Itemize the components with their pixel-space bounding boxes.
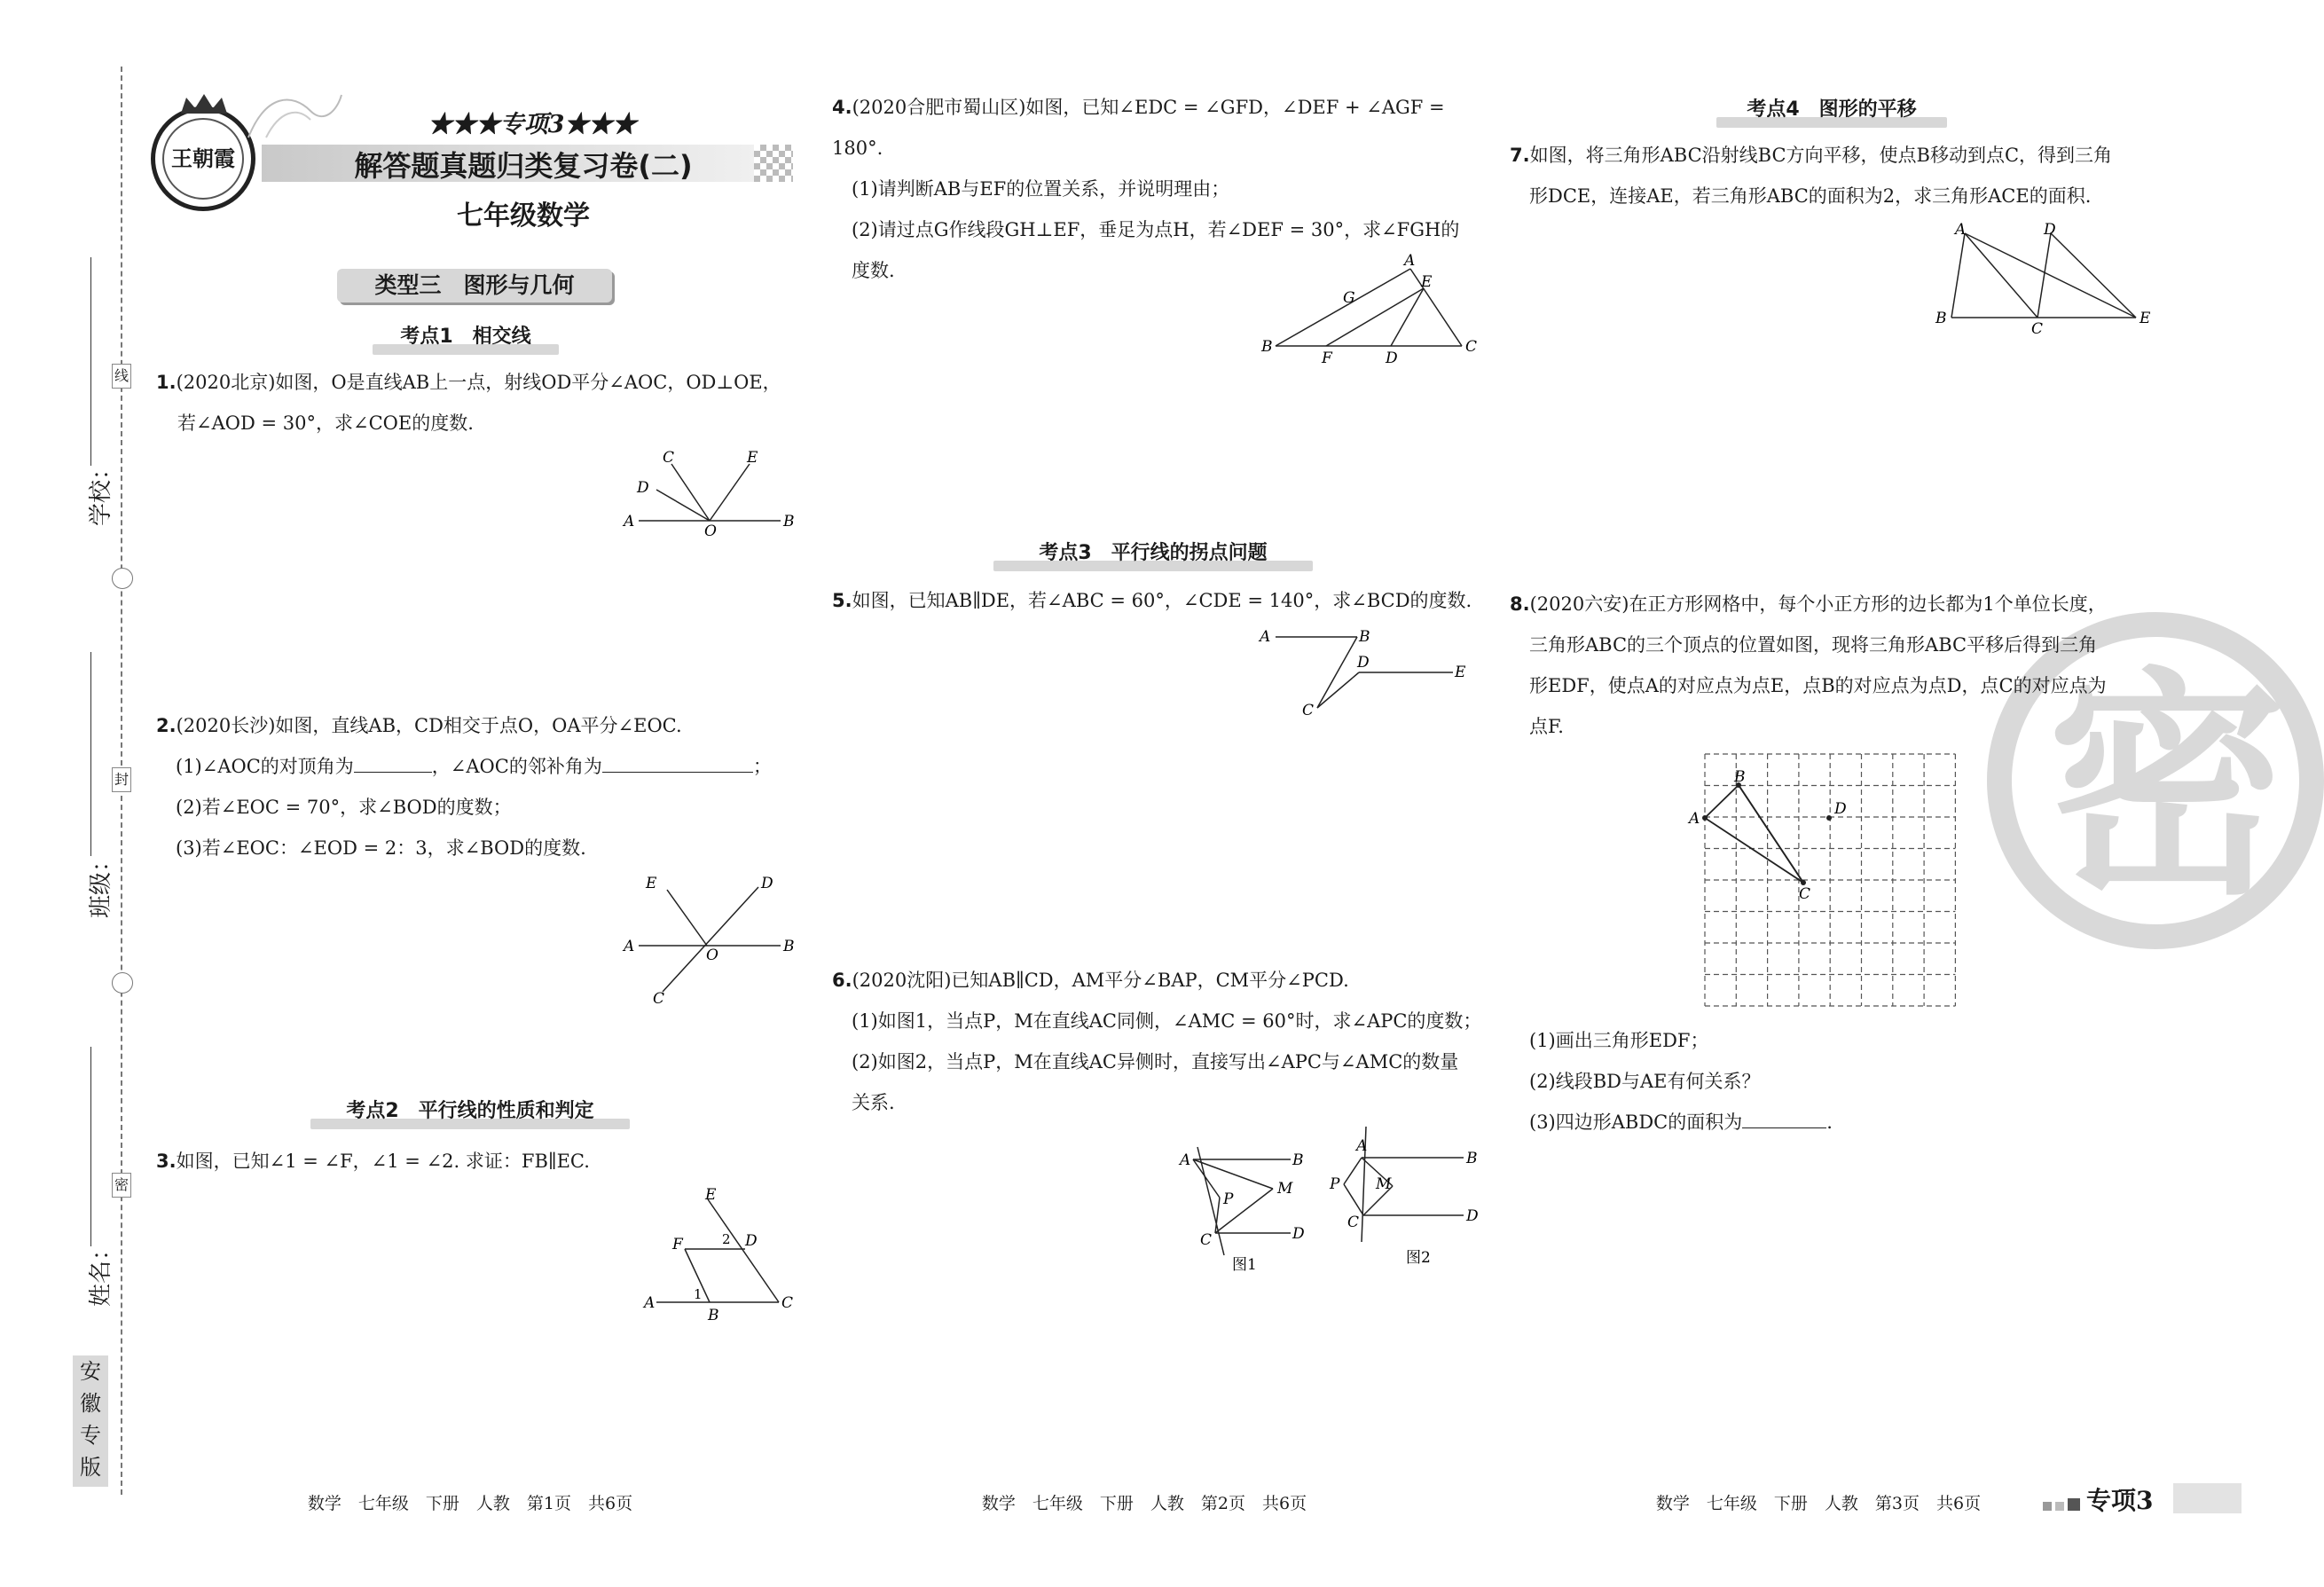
section-heading-text: 考点1 相交线 [400,326,531,348]
q6b-label: D [1466,1207,1479,1225]
question-text: (2020六安)在正方形网格中，每个小正方形的边长都为1个单位长度， [1529,593,2107,615]
section-heading-text: 考点2 平行线的性质和判定 [346,1100,594,1122]
question-8-parts [1510,1020,2193,1143]
edition-char: 专 [80,1423,101,1448]
question-text: (2020沈阳)已知AB∥CD，AM平分∠BAP，CM平分∠PCD. [852,970,1349,991]
type-heading-text: 类型三 图形与几何 [374,272,575,298]
question-part [156,746,804,787]
question-text: 若∠AOD = 30°，求∠COE的度数. [177,412,474,434]
q3-figure [639,1186,798,1324]
section-heading-4 [1716,94,1947,128]
question-number: 4. [832,97,852,118]
name-field-line[interactable] [90,1047,91,1246]
question-2 [156,705,804,868]
q6b-label: C [1347,1214,1360,1231]
q4-label: C [1465,338,1478,356]
q4-label: E [1421,273,1433,291]
q3-label: B [708,1307,719,1324]
section-heading-text: 考点3 平行线的拐点问题 [1039,542,1268,564]
answer-blank[interactable] [1742,1110,1826,1128]
margin-char-secret: 密 [112,1173,131,1198]
q6-fig2-caption: 图2 [1406,1249,1431,1267]
question-number: 3. [156,1151,177,1172]
section-heading-1 [373,321,559,355]
q7-figure [1925,220,2155,344]
answer-blank[interactable] [354,754,432,773]
q5-label: A [1260,628,1271,646]
question-number: 7. [1510,145,1530,166]
question-text: (2020长沙)如图，直线AB，CD相交于点O，OA平分∠EOC. [176,715,682,736]
q3-label: D [745,1232,758,1250]
q3-label: A [644,1294,656,1312]
question-part: 关系. [852,1092,895,1113]
question-text: ； [752,756,772,777]
question-text: (3)四边形ABDC的面积为 [1529,1112,1743,1133]
q5-label: E [1455,664,1466,681]
question-text: 三角形ABC的三个顶点的位置如图，现将三角形ABC平移后得到三角 [1529,634,2098,656]
q4-label: F [1322,350,1332,367]
question-part: (1)请判断AB与EF的位置关系，并说明理由； [852,178,1230,200]
q2-figure [621,872,798,1008]
question-part: 度数. [852,260,895,281]
footer-page-3: 数学 七年级 下册 人教 第3页 共6页 [1655,1494,1982,1513]
q4-label: D [1386,350,1398,367]
q5-figure [1251,621,1472,723]
margin-ornament-1 [112,568,133,589]
question-text: 如图，已知∠1 = ∠F，∠1 = ∠2. 求证：FB∥EC. [176,1151,590,1172]
q7-label: A [1955,221,1967,239]
question-1 [156,362,804,444]
name-label: 姓名： [88,1237,114,1307]
question-text: 形DCE，连接AE，若三角形ABC的面积为2，求三角形ACE的面积. [1529,185,2092,207]
q2-label: B [783,938,795,955]
question-part: (1)画出三角形EDF； [1529,1030,1709,1051]
section-heading-3 [993,538,1313,571]
q5-label: B [1359,628,1370,646]
q8-label: C [1799,885,1811,903]
q6b-label: A [1356,1137,1368,1155]
question-text: 如图，已知AB∥DE，若∠ABC = 60°，∠CDE = 140°，求∠BCD的度数. [852,590,1472,611]
q6a-label: A [1180,1151,1191,1169]
q5-label: C [1302,702,1315,719]
q5-label: D [1357,654,1370,672]
question-text: (1)∠AOC的对顶角为 [176,756,354,777]
q6a-label: P [1223,1190,1234,1208]
school-field-line[interactable] [90,257,91,466]
margin-ornament-2 [112,972,133,994]
question-8 [1510,584,2193,747]
question-part: (2)若∠EOC = 70°，求∠BOD的度数； [176,797,512,818]
question-text: (2020合肥市蜀山区)如图，已知∠EDC = ∠GFD，∠DEF + ∠AGF = 180°. [832,97,1445,159]
question-3 [156,1141,804,1182]
q6a-label: B [1292,1151,1304,1169]
type-heading [337,269,612,302]
class-label: 班级： [88,848,114,918]
question-part: (2)请过点G作线段GH⊥EF，垂足为点H，若∠DEF = 30°，求∠FGH的 [852,219,1460,240]
question-text: (2020北京)如图，O是直线AB上一点，射线OD平分∠AOC，OD⊥OE， [176,372,781,393]
footer-dots [2043,1497,2080,1514]
q3-label: 2 [722,1231,731,1247]
footer-page-1: 数学 七年级 下册 人教 第1页 共6页 [307,1494,633,1513]
logo-crown-icon [177,92,231,115]
grade-subtitle: 七年级数学 [457,200,590,232]
question-number: 8. [1510,593,1530,615]
q6b-label: P [1330,1175,1340,1193]
question-number: 6. [832,970,852,991]
question-text: ，∠AOC的邻补角为 [431,756,602,777]
edition-char: 版 [80,1455,101,1480]
q8-label: B [1734,768,1746,786]
footer-tag-bar [2173,1483,2242,1513]
question-part: (3)若∠EOC：∠EOD = 2：3，求∠BOD的度数. [176,837,586,859]
q2-label: O [706,947,718,964]
answer-blank[interactable] [602,754,753,773]
q6-figure-2 [1326,1122,1481,1273]
q4-label: G [1343,289,1355,307]
school-label: 学校： [88,456,114,526]
question-number: 2. [156,715,177,736]
edition-char: 徽 [80,1391,101,1416]
q1-figure [621,448,798,540]
question-7 [1510,135,2193,216]
q1-label: C [663,449,675,467]
footer-series-tag: 专项3 [2086,1486,2154,1515]
question-text: . [1826,1112,1833,1133]
question-part: (2)如图2，当点P，M在直线AC异侧时，直接写出∠APC与∠AMC的数量 [852,1051,1459,1072]
q4-figure [1251,253,1481,368]
watermark-char: 密 [2047,648,2287,927]
question-part [1510,1102,2193,1143]
question-part: (1)如图1，当点P，M在直线AC同侧，∠AMC = 60°时，求∠APC的度数； [852,1010,1482,1032]
q1-label: B [783,513,795,530]
edition-box [73,1355,108,1487]
series-label: ★★★专项3★★★ [428,111,637,138]
q1-label: D [637,479,649,497]
q3-label: 1 [694,1286,703,1302]
q7-label: D [2044,221,2056,239]
q6b-label: B [1466,1150,1478,1167]
section-heading-2 [310,1096,630,1129]
q7-label: E [2139,310,2151,327]
q7-label: B [1935,310,1947,327]
q6a-label: M [1277,1180,1293,1198]
q1-label: O [704,522,717,540]
class-field-line[interactable] [90,652,91,856]
section-heading-text: 考点4 图形的平移 [1747,98,1917,121]
q2-label: E [646,875,657,892]
question-part: (2)线段BD与AE有何关系？ [1529,1071,1761,1092]
ribbon-decoration-icon [239,84,346,146]
q1-label: E [747,449,758,467]
q6-fig1-caption: 图1 [1232,1256,1257,1274]
q6a-label: D [1292,1225,1305,1243]
q3-label: F [672,1236,683,1253]
q2-label: D [761,875,773,892]
q4-label: A [1404,252,1416,270]
q3-label: E [705,1186,717,1204]
q7-label: C [2031,320,2044,338]
question-5 [832,580,1488,621]
question-text: 如图，将三角形ABC沿射线BC方向平移，使点B移动到点C，得到三角 [1529,145,2113,166]
question-number: 1. [156,372,177,393]
question-number: 5. [832,590,852,611]
q6a-label: C [1200,1231,1213,1249]
edition-char: 安 [80,1359,101,1384]
q2-label: C [653,990,665,1008]
footer-page-2: 数学 七年级 下册 人教 第2页 共6页 [981,1494,1307,1513]
question-6 [832,960,1488,1123]
q8-label: A [1689,810,1700,828]
logo-text: 王朝霞 [171,145,235,171]
margin-char-line: 线 [112,364,131,389]
q4-label: B [1261,338,1273,356]
q3-label: C [781,1294,794,1312]
q6-figure-1 [1175,1140,1308,1273]
q8-label: D [1834,800,1847,818]
margin-char-seal: 封 [112,767,131,792]
q8-grid-figure[interactable] [1685,750,1978,1011]
question-text: 形EDF，使点A的对应点为点E，点B的对应点为点D，点C的对应点为 [1529,675,2107,696]
question-text: 点F. [1529,716,1564,737]
paper-title: 解答题真题归类复习卷(二) [354,149,693,183]
q1-label: A [624,513,635,530]
q2-label: A [624,938,635,955]
q6b-label: M [1376,1175,1392,1193]
